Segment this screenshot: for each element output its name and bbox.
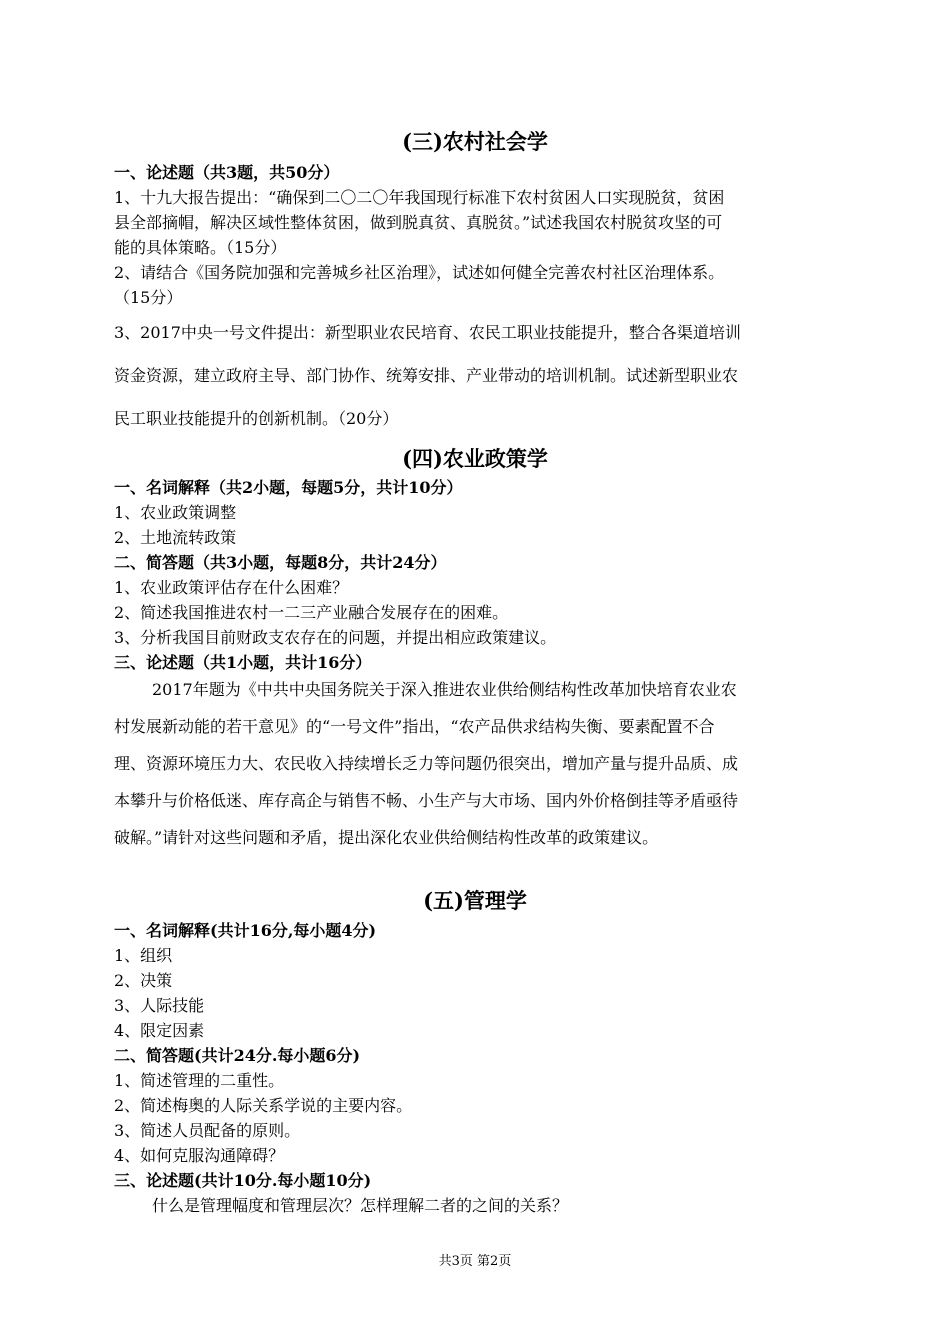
section5-term-1: 1、组织 xyxy=(114,946,173,965)
section4-essay-line4: 本攀升与价格低迷、库存高企与销售不畅、小生产与大市场、国内外价格倒挂等矛盾亟待 xyxy=(114,791,739,810)
section4-heading-essay: 三、论述题（共1小题，共计16分） xyxy=(114,653,372,672)
section3-q2-line1: 2、请结合《国务院加强和完善城乡社区治理》，试述如何健全完善农村社区治理体系。 xyxy=(114,263,725,282)
section3-heading-essay: 一、论述题（共3题，共50分） xyxy=(114,163,340,182)
section5-short-1: 1、简述管理的二重性。 xyxy=(114,1071,285,1090)
section-title-rural-sociology: (三)农村社会学 xyxy=(402,129,548,154)
section4-short-1: 1、农业政策评估存在什么困难？ xyxy=(114,578,349,597)
section-title-agricultural-policy: (四)农业政策学 xyxy=(402,446,548,471)
section5-heading-short: 二、简答题(共计24分.每小题6分) xyxy=(114,1046,361,1065)
section5-heading-essay: 三、论述题(共计10分.每小题10分) xyxy=(114,1171,372,1190)
section4-essay-line3: 理、资源环境压力大、农民收入持续增长乏力等问题仍很突出，增加产量与提升品质、成 xyxy=(114,754,739,773)
section5-heading-terms: 一、名词解释(共计16分,每小题4分) xyxy=(114,921,377,940)
section4-heading-terms: 一、名词解释（共2小题，每题5分，共计10分） xyxy=(114,478,463,497)
page-footer: 共3页 第2页 xyxy=(438,1254,512,1269)
section4-essay-line5: 破解。”请针对这些问题和矛盾，提出深化农业供给侧结构性改革的政策建议。 xyxy=(114,828,659,847)
section5-term-4: 4、限定因素 xyxy=(114,1021,205,1040)
section5-short-3: 3、简述人员配备的原则。 xyxy=(114,1121,301,1140)
section3-q3-line3: 民工职业技能提升的创新机制。（20分） xyxy=(114,409,399,428)
section4-heading-short: 二、简答题（共3小题，每题8分，共计24分） xyxy=(114,553,447,572)
section4-essay-line2: 村发展新动能的若干意见》的“一号文件”指出，“农产品供求结构失衡、要素配置不合 xyxy=(114,717,715,736)
section5-term-3: 3、人际技能 xyxy=(114,996,205,1015)
section5-essay-1: 什么是管理幅度和管理层次？怎样理解二者的之间的关系？ xyxy=(152,1196,569,1215)
section4-short-3: 3、分析我国目前财政支农存在的问题，并提出相应政策建议。 xyxy=(114,628,557,647)
section5-short-4: 4、如何克服沟通障碍？ xyxy=(114,1146,285,1165)
section3-q1-line1: 1、十九大报告提出：“确保到二〇二〇年我国现行标准下农村贫困人口实现脱贫，贫困 xyxy=(114,188,725,207)
section3-q1-line3: 能的具体策略。（15分） xyxy=(114,238,287,257)
section4-term-2: 2、土地流转政策 xyxy=(114,528,237,547)
section4-essay-line1: 2017年题为《中共中央国务院关于深入推进农业供给侧结构性改革加快培育农业农 xyxy=(152,680,737,699)
section3-q1-line2: 县全部摘帽，解决区域性整体贫困，做到脱真贫、真脱贫。”试述我国农村脱贫攻坚的可 xyxy=(114,213,723,232)
section4-term-1: 1、农业政策调整 xyxy=(114,503,237,522)
section4-short-2: 2、简述我国推进农村一二三产业融合发展存在的困难。 xyxy=(114,603,509,622)
section5-short-2: 2、简述梅奥的人际关系学说的主要内容。 xyxy=(114,1096,413,1115)
section-title-management: (五)管理学 xyxy=(423,888,527,913)
section3-q3-line1: 3、2017中央一号文件提出：新型职业农民培育、农民工职业技能提升，整合各渠道培训 xyxy=(114,323,741,342)
section3-q2-line2: （15分） xyxy=(114,288,183,307)
section3-q3-line2: 资金资源，建立政府主导、部门协作、统筹安排、产业带动的培训机制。试述新型职业农 xyxy=(114,366,739,385)
section5-term-2: 2、决策 xyxy=(114,971,173,990)
